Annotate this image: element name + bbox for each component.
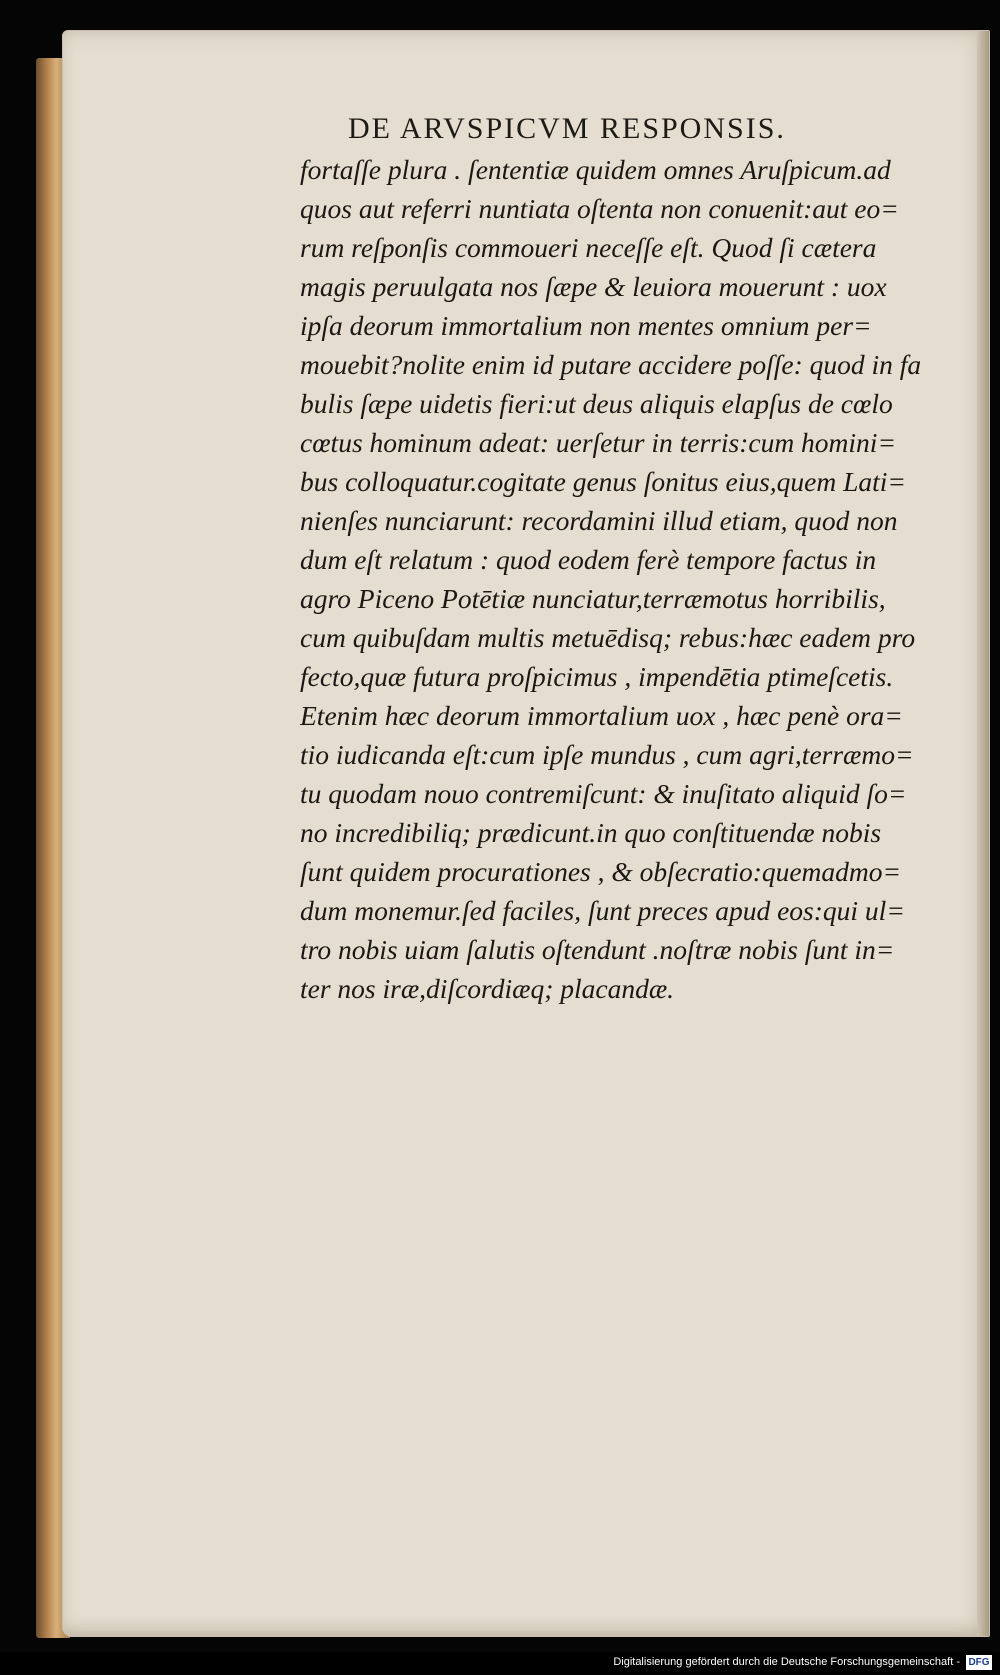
running-head: DE ARVSPICVM RESPONSIS. — [348, 112, 786, 145]
text-line: tro nobis uiam ſalutis oſtendunt .noſtræ nobis ſunt in= — [300, 934, 895, 965]
text-line: bulis ſæpe uidetis fieri:ut deus aliquis elapſus de cœlo — [300, 388, 893, 419]
text-line: magis peruulgata nos ſæpe & leuiora mouerunt : uox — [300, 271, 887, 302]
body-text — [300, 150, 960, 1008]
text-line: Etenim hæc deorum immortalium uox , hæc penè ora= — [300, 700, 903, 731]
text-line: ter nos iræ,diſcordiæq; placandæ. — [300, 973, 675, 1004]
text-line: fecto,quæ futura proſpicimus , impendētia ptimeſcetis. — [300, 661, 894, 692]
text-line: tu quodam nouo contremiſcunt: & inuſitato aliquid ſo= — [300, 778, 907, 809]
text-line: tio iudicanda eſt:cum ipſe mundus , cum agri,terræmo= — [300, 739, 914, 770]
text-line: dum monemur.ſed faciles, ſunt preces apud eos:qui ul= — [300, 895, 905, 926]
text-line: nienſes nunciarunt: recordamini illud etiam, quod non — [300, 505, 898, 536]
text-line: ſunt quidem procurationes , & obſecratio:quemadmo= — [300, 856, 902, 887]
text-line: quos aut referri nuntiata oſtenta non conuenit:aut eo= — [300, 193, 899, 224]
text-line: mouebit?nolite enim id putare accidere poſſe: quod in fa — [300, 349, 922, 380]
text-line: ipſa deorum immortalium non mentes omnium per= — [300, 310, 872, 341]
text-line: dum eſt relatum : quod eodem ferè tempore factus in — [300, 544, 877, 575]
text-line: bus colloquatur.cogitate genus ſonitus eius,quem Lati= — [300, 466, 906, 497]
text-line: no incredibiliq; prædicunt.in quo conſtituendæ nobis — [300, 817, 882, 848]
page-gutter-shadow — [977, 31, 989, 1636]
text-line: fortaſſe plura . ſententiæ quidem omnes Aruſpicum.ad — [300, 154, 891, 185]
footer-bar — [0, 1652, 1000, 1675]
text-line: rum reſponſis commoueri neceſſe eſt. Quod ſi cætera — [300, 232, 877, 263]
digitization-credit: Digitalisierung gefördert durch die Deutsche Forschungsgemeinschaft - — [613, 1656, 960, 1668]
text-line: cœtus hominum adeat: uerſetur in terris:cum homini= — [300, 427, 897, 458]
text-line: cum quibuſdam multis metuēdisq; rebus:hæc eadem pro — [300, 622, 916, 653]
dfg-logo: DFG — [966, 1655, 992, 1670]
text-line: agro Piceno Potētiæ nunciatur,terræmotus horribilis, — [300, 583, 886, 614]
